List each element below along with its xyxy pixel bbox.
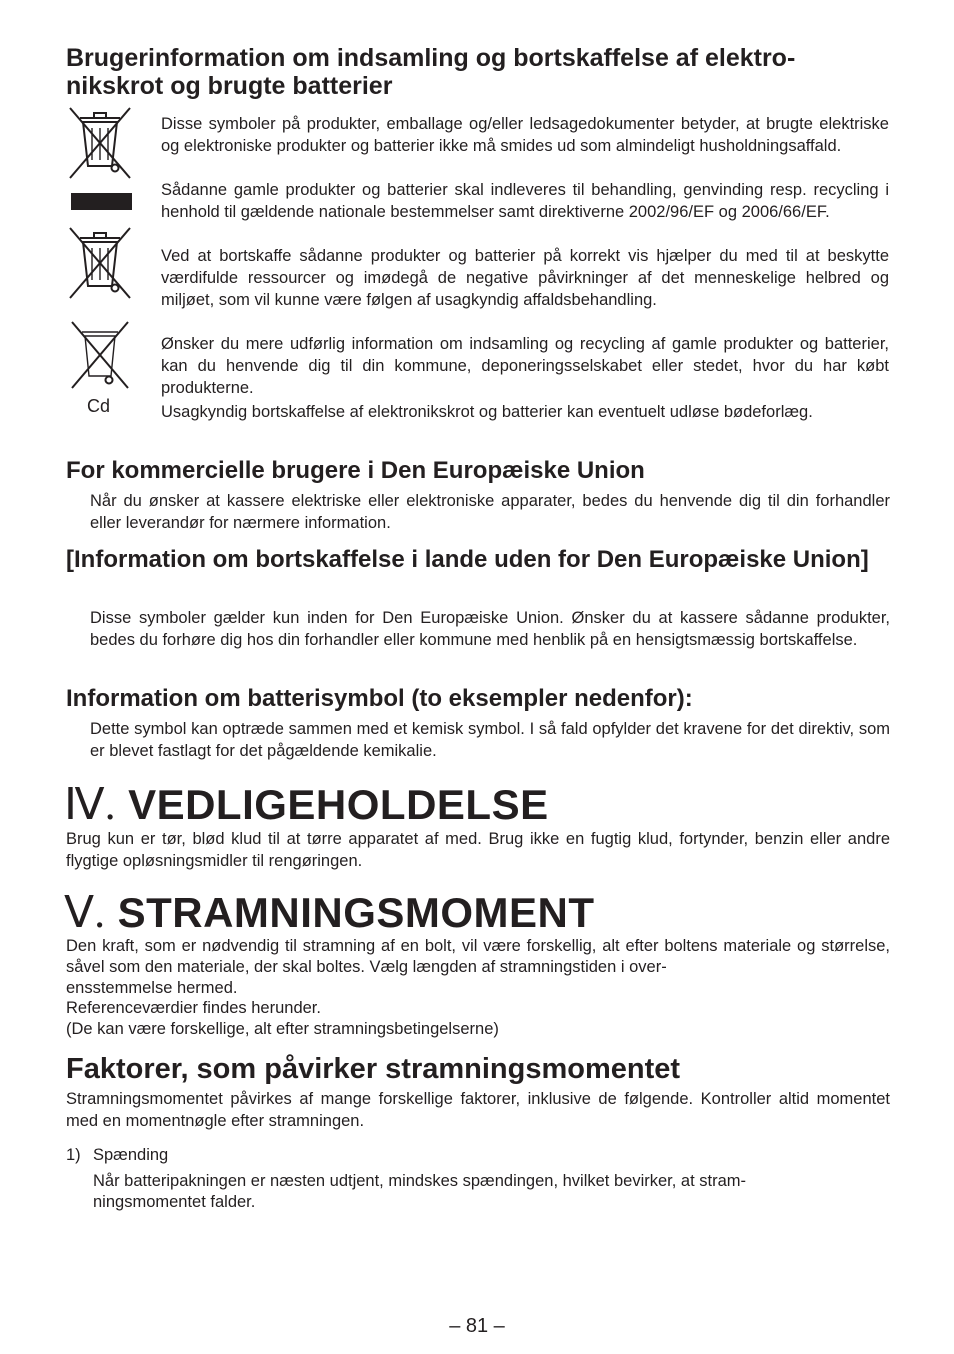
battery-symbol-text: Dette symbol kan optræde sammen med et kemisk symbol. I så fald opfylder det kravene for det direktiv, som er blevet fastlagt for det pågældende kemikalie. xyxy=(90,720,890,760)
outside-eu-heading: [Information om bortskaffelse i lande uden for Den Europæiske Union] xyxy=(66,546,869,573)
waste-paragraph: Disse symboler på produkter, emballage og/eller ledsagedokumenter betyder, at brugte elektriske og elektroniske produkter og batterier ikke må smides ud som almindeligt husholdningsaffald. xyxy=(161,115,889,155)
black-bar xyxy=(71,193,132,210)
factors-heading: Faktorer, som påvirker stramningsmomentet xyxy=(66,1053,681,1085)
waste-paragraph: Ved at bortskaffe sådanne produkter og batterier på korrekt vis hjælper du med til at beskytte værdifulde ressourcer og imødegå de negative påvirkninger af det menneskelige helbred og miljøet, som vil kunne være følgen af usagkyndig affaldsbehandling. xyxy=(161,247,889,309)
section-numeral: Ⅳ. xyxy=(64,780,116,829)
section-title: STRAMNINGSMOMENT xyxy=(117,889,595,936)
section-v-reference: Referenceværdier findes herunder. xyxy=(66,999,321,1017)
waste-paragraph: Usagkyndig bortskaffelse af elektronikskrot og batterier kan eventuelt udløse bødeforlæg. xyxy=(161,403,813,421)
section-numeral: Ⅴ. xyxy=(64,888,106,937)
battery-symbol-heading: Information om batterisymbol (to eksempler nedenfor): xyxy=(66,685,693,712)
outside-eu-text: Disse symboler gælder kun inden for Den Europæiske Union. Ønsker du at kassere sådanne produkter, bedes du forhøre dig hos din forhandler eller kommune med henblik på en hensigtsmæssig bortskaffelse. xyxy=(90,609,890,649)
section-v-note: (De kan være forskellige, alt efter stramningsbetingelserne) xyxy=(66,1020,499,1038)
section-v-text: Den kraft, som er nødvendig til stramning af en bolt, vil være forskellig, alt efter boltens materiale og størrelse, såvel som den materiale, der skal boltes. Vælg længden af stramningstiden i over- ensstemmelse hermed. xyxy=(66,937,890,997)
section-title: VEDLIGEHOLDELSE xyxy=(128,781,549,828)
list-item-number: 1) xyxy=(66,1146,81,1164)
section-iv-title xyxy=(64,779,549,829)
waste-paragraph: Ønsker du mere udførlig information om indsamling og recycling af gamle produkter og batterier, kan du henvende dig til din kommune, deponeringsselskabet eller stedet, hvor du har købt produkterne. xyxy=(161,335,889,397)
commercial-text: Når du ønsker at kassere elektriske eller elektroniske apparater, bedes du henvende dig til din forhandler eller leverandør for nærmere information. xyxy=(90,492,890,532)
crossed-bin-icon xyxy=(66,224,134,302)
commercial-heading: For kommercielle brugere i Den Europæiske Union xyxy=(66,457,645,484)
list-item-text: Når batteripakningen er næsten udtjent, mindskes spændingen, hvilket bevirker, at stram- ningsmomentet falder. xyxy=(93,1172,746,1211)
section-v-title xyxy=(64,887,595,937)
waste-heading: Brugerinformation om indsamling og bortskaffelse af elektro- nikskrot og brugte batterier xyxy=(66,44,796,100)
crossed-bin-icon xyxy=(66,104,134,182)
factors-text: Stramningsmomentet påvirkes af mange forskellige faktorer, inklusive de følgende. Kontroller altid momentet med en momentnøgle efter stramningen. xyxy=(66,1090,890,1130)
waste-paragraph: Sådanne gamle produkter og batterier skal indleveres til behandling, genvinding resp. recycling i henhold til gældende nationale bestemmelser samt direktiverne 2002/96/EF og 2006/66/EF. xyxy=(161,181,889,221)
cd-label: Cd xyxy=(87,396,111,416)
page-number: – 81 – xyxy=(449,1315,505,1337)
section-iv-text: Brug kun er tør, blød klud til at tørre apparatet af med. Brug ikke en fugtig klud, fortynder, benzin eller andre flygtige opløsningsmidler til rengøringen. xyxy=(66,830,890,870)
list-item-label: Spænding xyxy=(93,1146,169,1164)
crossed-bin-cd-icon xyxy=(66,318,134,394)
